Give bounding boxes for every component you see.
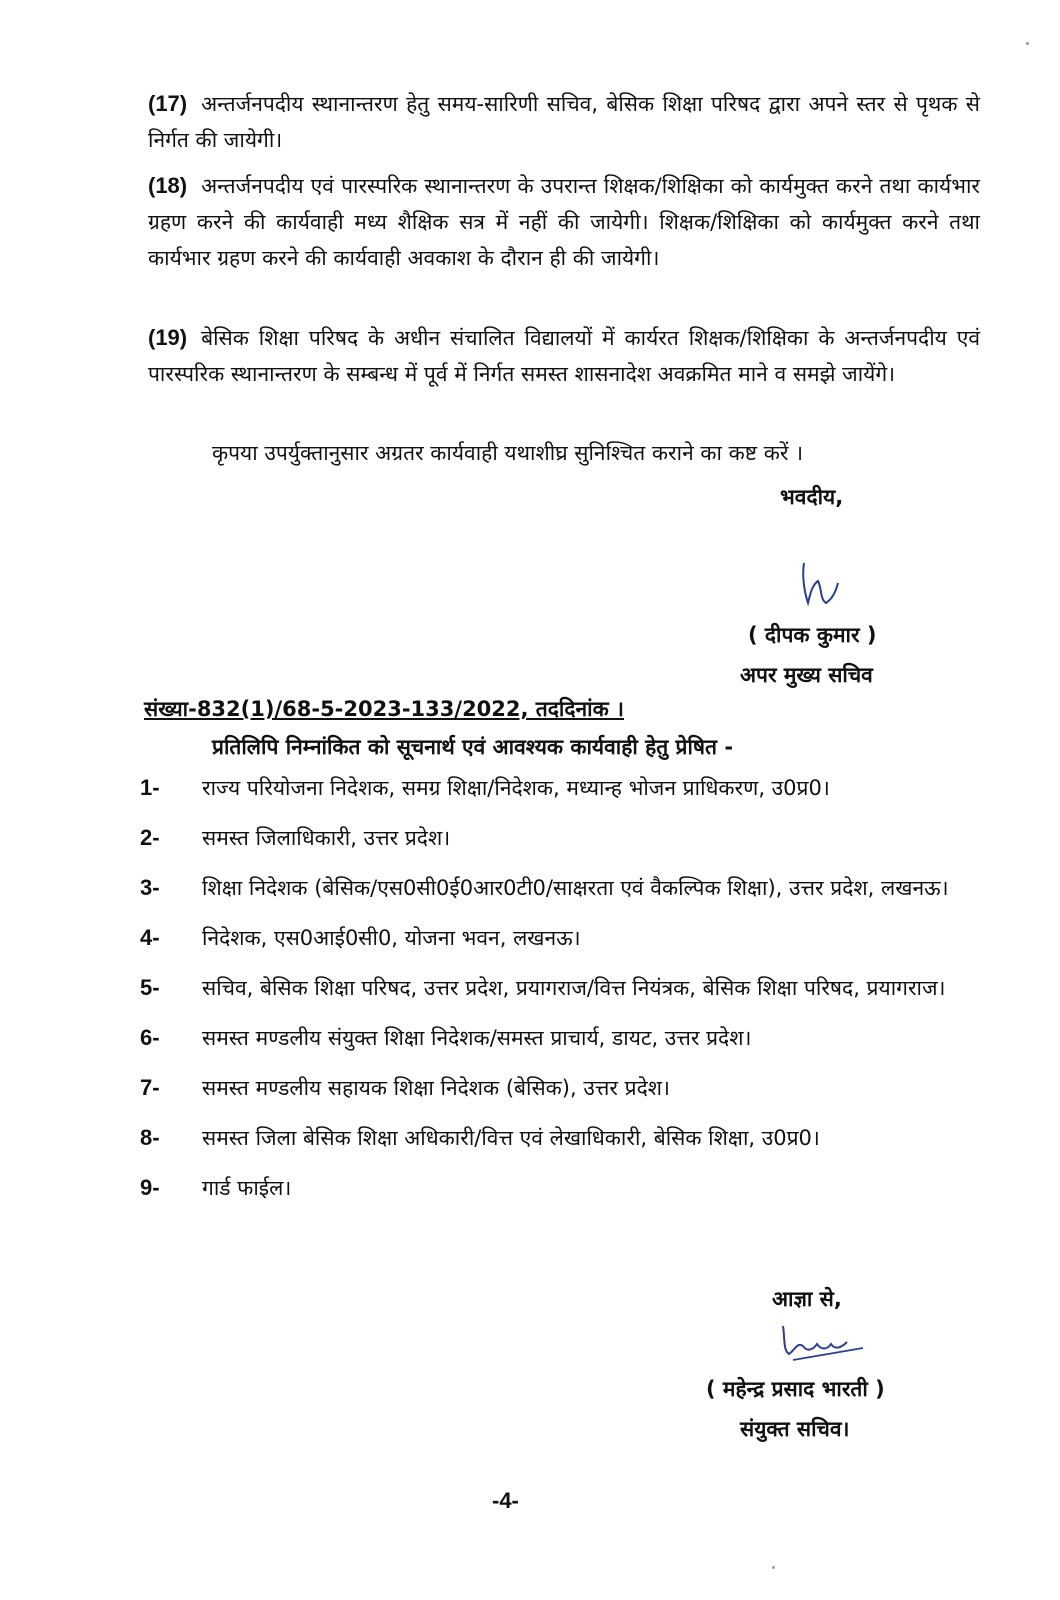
list-number: 5- (140, 975, 160, 1000)
request-line: कृपया उपर्युक्तानुसार अग्रतर कार्यवाही यथाशीघ्र सुनिश्चित कराने का कष्ट करें । (212, 441, 804, 465)
page-number: -4- (492, 1488, 519, 1513)
list-text: शिक्षा निदेशक (बेसिक/एस0सी0ई0आर0टी0/साक्षरता एवं वैकल्पिक शिक्षा), उत्तर प्रदेश, लखनऊ। (202, 876, 949, 900)
paragraph-18 (148, 168, 980, 276)
list-number: 4- (140, 925, 160, 950)
list-item (140, 770, 980, 806)
closing-text: भवदीय, (780, 485, 844, 509)
signatory-designation: अपर मुख्य सचिव (740, 663, 873, 687)
copy-intro: प्रतिलिपि निम्नांकित को सूचनार्थ एवं आवश्यक कार्यवाही हेतु प्रेषित - (212, 735, 734, 759)
list-item (140, 970, 980, 1006)
scan-dot (772, 1566, 775, 1569)
copy-list (140, 770, 980, 1220)
by-order-text: आज्ञा से, (772, 1287, 842, 1311)
paragraph-number: (18) (148, 173, 188, 198)
list-text: समस्त मण्डलीय सहायक शिक्षा निदेशक (बेसिक), उत्तर प्रदेश। (202, 1076, 670, 1100)
list-text: निदेशक, एस0आई0सी0, योजना भवन, लखनऊ। (202, 926, 581, 950)
paragraph-19 (148, 320, 980, 392)
paragraph-text: अन्तर्जनपदीय एवं पारस्परिक स्थानान्तरण के उपरान्त शिक्षक/शिक्षिका को कार्यमुक्त करने तथा कार्यभार ग्रहण करने की कार्यवाही मध्य शैक्षिक सत्र में नहीं की जायेगी। शिक्षक/शिक्षिका को कार्यमुक्त करने तथा कार्यभार ग्रहण करने की कार्यवाही अवकाश के दौरान ही की जायेगी। (148, 174, 980, 270)
list-item (140, 1020, 980, 1056)
list-number: 6- (140, 1025, 160, 1050)
signatory-designation: संयुक्त सचिव। (740, 1417, 850, 1441)
list-item (140, 870, 980, 906)
list-text: समस्त मण्डलीय संयुक्त शिक्षा निदेशक/समस्त प्राचार्य, डायट, उत्तर प्रदेश। (202, 1026, 752, 1050)
signature-1 (790, 555, 860, 625)
paragraph-text: अन्तर्जनपदीय स्थानान्तरण हेतु समय-सारिणी सचिव, बेसिक शिक्षा परिषद द्वारा अपने स्तर से पृथक से निर्गत की जायेगी। (148, 92, 980, 152)
list-text: समस्त जिला बेसिक शिक्षा अधिकारी/वित्त एवं लेखाधिकारी, बेसिक शिक्षा, उ0प्र0। (202, 1126, 820, 1150)
signature-2 (775, 1320, 865, 1370)
scan-dot (1026, 42, 1029, 45)
paragraph-number: (19) (148, 325, 188, 350)
paragraph-17 (148, 86, 980, 158)
list-item (140, 920, 980, 956)
signatory-name: ( दीपक कुमार ) (748, 623, 877, 647)
list-item (140, 1120, 980, 1156)
list-number: 2- (140, 825, 160, 850)
list-item (140, 820, 980, 856)
list-number: 8- (140, 1125, 160, 1150)
list-item (140, 1070, 980, 1106)
paragraph-number: (17) (148, 91, 188, 116)
list-number: 3- (140, 875, 160, 900)
list-text: सचिव, बेसिक शिक्षा परिषद, उत्तर प्रदेश, प्रयागराज/वित्त नियंत्रक, बेसिक शिक्षा परिषद, प्रयागराज। (202, 976, 946, 1000)
list-number: 1- (140, 775, 160, 800)
list-text: गार्ड फाईल। (202, 1176, 292, 1200)
list-item (140, 1170, 980, 1206)
reference-number: संख्या-832(1)/68-5-2023-133/2022, तददिनांक । (144, 697, 625, 721)
list-number: 9- (140, 1175, 160, 1200)
list-text: राज्य परियोजना निदेशक, समग्र शिक्षा/निदेशक, मध्यान्ह भोजन प्राधिकरण, उ0प्र0। (202, 776, 830, 800)
list-number: 7- (140, 1075, 160, 1100)
paragraph-text: बेसिक शिक्षा परिषद के अधीन संचालित विद्यालयों में कार्यरत शिक्षक/शिक्षिका के अन्तर्जनपदीय एवं पारस्परिक स्थानान्तरण के सम्बन्ध में पूर्व में निर्गत समस्त शासनादेश अवक्रमित माने व समझे जायेंगे। (148, 326, 980, 386)
list-text: समस्त जिलाधिकारी, उत्तर प्रदेश। (202, 826, 451, 850)
signatory-name: ( महेन्द्र प्रसाद भारती ) (706, 1377, 885, 1401)
